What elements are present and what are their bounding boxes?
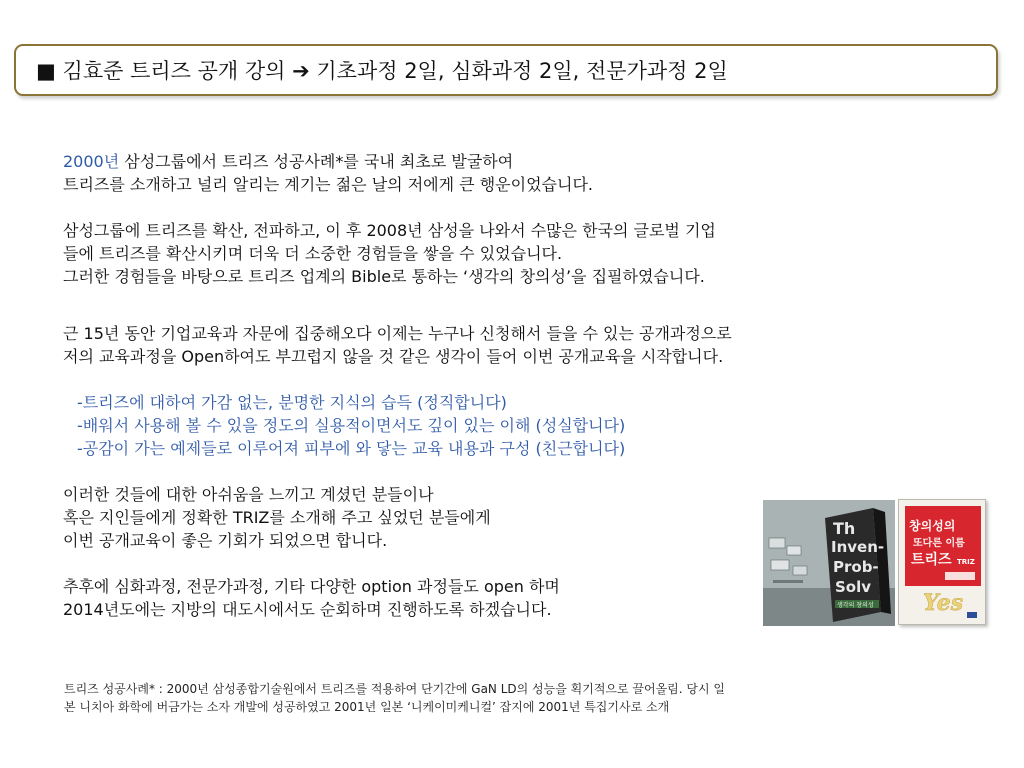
experience-line1: 삼성그룹에 트리즈를 확산, 전파하고, 이 후 2008년 삼성을 나와서 수많은 한국의 글로벌 기업 <box>63 221 716 240</box>
book2-title-line2: 또다른 이름 <box>913 538 965 549</box>
arrow-icon: ➔ <box>292 59 310 83</box>
future-line1: 추후에 심화과정, 전문가과정, 기타 다양한 option 과정들도 open 하며 <box>63 577 560 596</box>
book2-title-line3: 트리즈 <box>911 552 952 568</box>
feature-item: -공감이 가는 예제들로 이루어져 피부에 와 닿는 교육 내용과 구성 (친근합니다) <box>77 439 626 458</box>
book1-word: Prob- <box>833 558 879 576</box>
feature-list <box>63 391 943 460</box>
title-part2: 기초과정 2일, 심화과정 2일, 전문가과정 2일 <box>309 59 728 83</box>
book1-band: 생각의 창의성 <box>837 602 874 609</box>
future-line2: 2014년도에는 지방의 대도시에서도 순회하며 진행하도록 하겠습니다. <box>63 600 552 619</box>
book2-yes: Yes <box>923 590 964 616</box>
book-photo <box>763 500 895 626</box>
experience-paragraph <box>63 219 943 288</box>
footnote <box>64 680 884 716</box>
intro-line1: 삼성그룹에서 트리즈 성공사례*를 국내 최초로 발굴하여 <box>119 152 514 171</box>
course-line2: 저의 교육과정을 Open하여도 부끄럽지 않을 것 같은 생각이 들어 이번 공개교육을 시작합니다. <box>63 347 724 366</box>
intro-line2: 트리즈를 소개하고 널리 알리는 계기는 젊은 날의 저에게 큰 행운이었습니다. <box>63 175 593 194</box>
page-title <box>36 58 728 84</box>
footnote-line1: 트리즈 성공사례* : 2000년 삼성종합기술원에서 트리즈를 적용하여 단기간에 GaN LD의 성능을 획기적으로 끌어올림. 당시 일 <box>64 682 725 696</box>
feature-item: -트리즈에 대하여 가감 없는, 분명한 지식의 습득 (정직합니다) <box>77 393 507 412</box>
invitation-line3: 이번 공개교육이 좋은 기회가 되었으면 합니다. <box>63 531 388 550</box>
course-line1: 근 15년 동안 기업교육과 자문에 집중해오다 이제는 누구나 신청해서 들을 수 있는 공개과정으로 <box>63 324 732 343</box>
book1-word: Inven- <box>831 538 885 556</box>
book-cover <box>898 499 986 625</box>
feature-item: -배워서 사용해 볼 수 있을 정도의 실용적이면서도 깊이 있는 이해 (성실합니다) <box>77 416 626 435</box>
book1-word: Solv <box>835 578 872 596</box>
invitation-line1: 이러한 것들에 대한 아쉬움을 느끼고 계셨던 분들이나 <box>63 485 434 504</box>
experience-line3: 그러한 경험들을 바탕으로 트리즈 업계의 Bible로 통하는 ‘생각의 창의성’을 집필하였습니다. <box>63 267 705 286</box>
book1-word: Th <box>833 519 856 538</box>
experience-line2: 들에 트리즈를 확산시키며 더욱 더 소중한 경험들을 쌓을 수 있었습니다. <box>63 244 563 263</box>
book2-title-line1: 창의성의 <box>909 519 956 533</box>
book-photo-svg <box>763 500 895 626</box>
course-paragraph <box>63 322 943 368</box>
title-box <box>14 44 998 96</box>
title-part1: 김효준 트리즈 공개 강의 <box>62 59 293 83</box>
footnote-line2: 본 니치아 화학에 버금가는 소자 개발에 성공하였고 2001년 일본 ‘니케이미케니컬’ 잡지에 2001년 특집기사로 소개 <box>64 700 670 714</box>
intro-paragraph <box>63 150 943 196</box>
book-cover-svg <box>899 500 986 625</box>
title-bullet: ■ <box>36 59 56 83</box>
intro-year: 2000년 <box>63 152 120 171</box>
invitation-line2: 혹은 지인들에게 정확한 TRIZ를 소개해 주고 싶었던 분들에게 <box>63 508 491 527</box>
book2-tag: TRIZ <box>957 558 975 566</box>
